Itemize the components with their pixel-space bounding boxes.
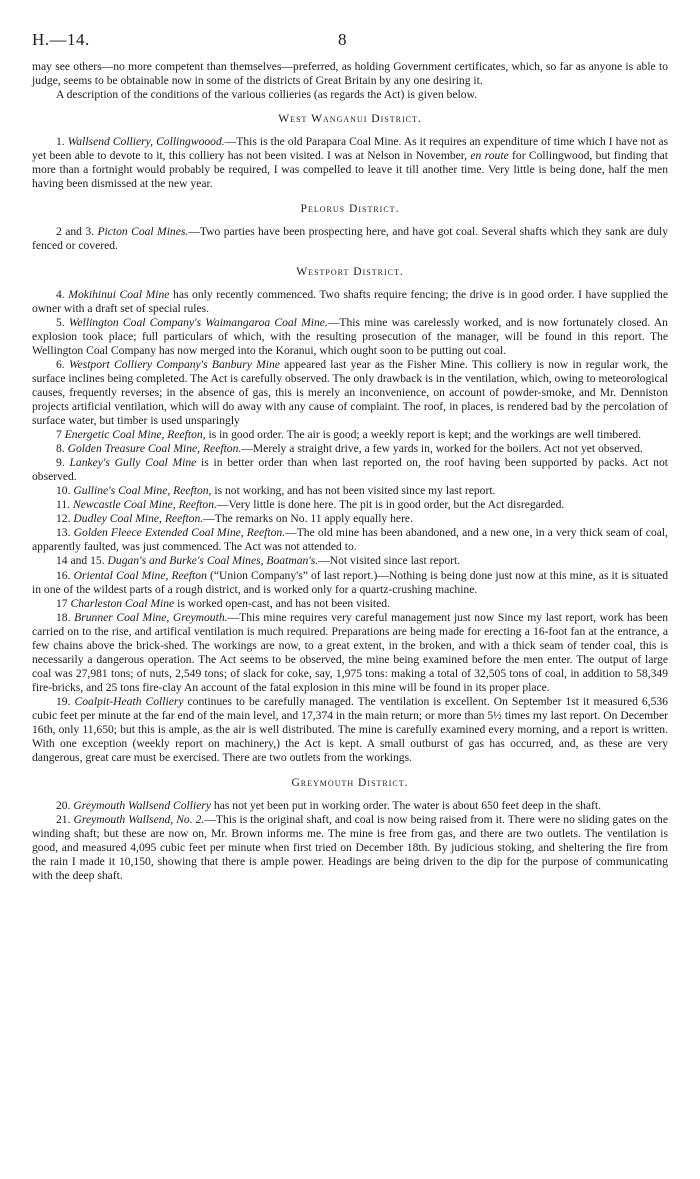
section-heading-pelorus: Pelorus District. xyxy=(300,202,400,216)
entry-2-3: 2 and 3. Picton Coal Mines.—Two parties have been prospecting here, and have got coal. Several shafts which they sank are duly fenced or covered. xyxy=(32,225,669,253)
entry-12: 12. Dudley Coal Mine, Reefton.—The remarks on No. 11 apply equally here. xyxy=(56,512,413,526)
section-heading-west-wanganui: West Wanganui District. xyxy=(278,112,422,126)
page-header xyxy=(32,30,668,60)
entry-13: 13. Golden Fleece Extended Coal Mine, Reefton.—The old mine has been abandoned, and a new one, in a very thick seam of coal, apparently faulted, was just commenced. The Act was not attended to. xyxy=(32,526,669,554)
section-heading-greymouth: Greymouth District. xyxy=(291,776,409,790)
entry-11: 11. Newcastle Coal Mine, Reefton.—Very little is done here. The pit is in good order, but the Act disregarded. xyxy=(56,498,565,512)
page-number: 8 xyxy=(338,30,347,49)
report-body xyxy=(32,60,668,883)
entry-21: 21. Greymouth Wallsend, No. 2.—This is the original shaft, and coal is now being raised from it. There were no sliding gates on the winding shaft; but these are now on, Mr. Brown informs me. The mine is free from gas, and there are two outlets. The ventilation is good, and measured 4,095 cubic feet per minute when first tried on December 18th. By judicious stoking, and sheltering the fire from the rain I made it 10,150, showing that there is ample power. Headings are being driven to the dip for the purpose of communicating with the deep shaft. xyxy=(32,813,668,883)
entry-5: 5. Wellington Coal Company's Waimangaroa Coal Mine.—This mine was carelessly worked, and is now fortunately closed. An explosion took place; full particulars of which, with the resulting prosecution of the manager, will be found in this report. The Wellington Coal Company has now merged into the Koranui, which ought soon to be putting out coal. xyxy=(32,315,668,357)
intro-paragraph-2: A description of the conditions of the various collieries (as regards the Act) is given below. xyxy=(56,88,478,102)
entry-18: 18. Brunner Coal Mine, Greymouth.—This mine requires very careful management just now Since my last report, work has been carried on to the rise, and artifical ventilation is much required. Preparations are being made for erecting a 16-foot fan at the entrance, a few chains above the brick-shed. The workings are now, to a great extent, in the broken, and with a thick seam of tender coal, this is necessarily a dangerous operation. The Act seems to be observed, the mine being examined before the men enter. The output of large coal was 27,981 tons; of nuts, 2,549 tons; of slack for coke, say, 1,975 tons: making a total of 32,505 tons of coal, in addition to 58,349 fire-bricks, and 25 tons fire-clay An account of the fatal explosion in this mine will be found in its proper place. xyxy=(32,610,669,694)
entry-8: 8. Golden Treasure Coal Mine, Reefton.—Merely a straight drive, a few yards in, worked for the boilers. Act not yet observed. xyxy=(56,442,643,456)
entry-14-15: 14 and 15. Dugan's and Burke's Coal Mines, Boatman's.—Not visited since last report. xyxy=(56,554,461,568)
entry-1: 1. Wallsend Colliery, Collingwoood.—This is the old Parapara Coal Mine. As it requires an expenditure of time which I have not as yet been able to devote to it, this colliery has not been visited. I was at Nelson in November, en route for Collingwood, but finding that more than a fortnight would probably be required, I was compelled to leave it till another time. Very little is being done, half the men having been dismissed at the new year. xyxy=(32,135,668,191)
section-heading-westport: Westport District. xyxy=(296,264,404,278)
entry-4: 4. Mokihinui Coal Mine has only recently commenced. Two shafts require fencing; the drive is in good order. I have supplied the owner with a draft set of special rules. xyxy=(32,287,668,315)
entry-7: 7 Energetic Coal Mine, Reefton, is in good order. The air is good; a weekly report is kept; and the workings are well timbered. xyxy=(56,428,642,442)
entry-9: 9. Lankey's Gully Coal Mine is in better order than when last reported on, the roof having been supported by packs. Act not observed. xyxy=(32,456,668,484)
entry-20: 20. Greymouth Wallsend Colliery has not yet been put in working order. The water is about 650 feet deep in the shaft. xyxy=(56,799,602,813)
entry-16: 16. Oriental Coal Mine, Reefton (“Union Company's” of last report.)—Nothing is being done just now at this mine, as it is situated in one of the wildest parts of a rough district, and is worked only for a quartz-crushing machine. xyxy=(32,568,668,596)
document-reference: H.—14. xyxy=(32,30,90,49)
entry-17: 17 Charleston Coal Mine is worked open-cast, and has not been visited. xyxy=(56,596,390,610)
entry-6: 6. Westport Colliery Company's Banbury Mine appeared last year as the Fisher Mine. This colliery is now in regular work, the surface inclines being completed. The Act is carefully observed. The only drawback is in the ventilation, which, owing to meteorological causes, frequently reverses; in the absence of gas, this is merely an inconvenience, on account of powder-smoke, and Mr. Denniston projects artificial ventilation, which will do away with any cause of complaint. The roof, in places, is rendered bad by the percolation of surface water, but timber is used unsparingly xyxy=(32,357,668,427)
intro-paragraph: may see others—no more competent than themselves—preferred, as holding Government certificates, which, so far as anyone is able to judge, seems to be obtainable now in some of the districts of Great Britain by any one desiring it. xyxy=(32,60,668,88)
entry-10: 10. Gulline's Coal Mine, Reefton, is not working, and has not been visited since my last report. xyxy=(56,484,496,498)
entry-19: 19. Coalpit-Heath Colliery continues to be carefully managed. The ventilation is excellent. On September 1st it measured 6,536 cubic feet per minute at the far end of the main level, and 17,374 in the main return; or more than 5½ times my last report. On December 16th, only 11,650; but this is ample, as the air is well distributed. The mine is carefully examined every morning, and a report is written. With one exception (weekly report on machinery,) the Act is kept. A small outburst of gas has occurred, and, as these are very dangerous, great care must be exercised. There are two outlets from the workings. xyxy=(32,694,668,765)
